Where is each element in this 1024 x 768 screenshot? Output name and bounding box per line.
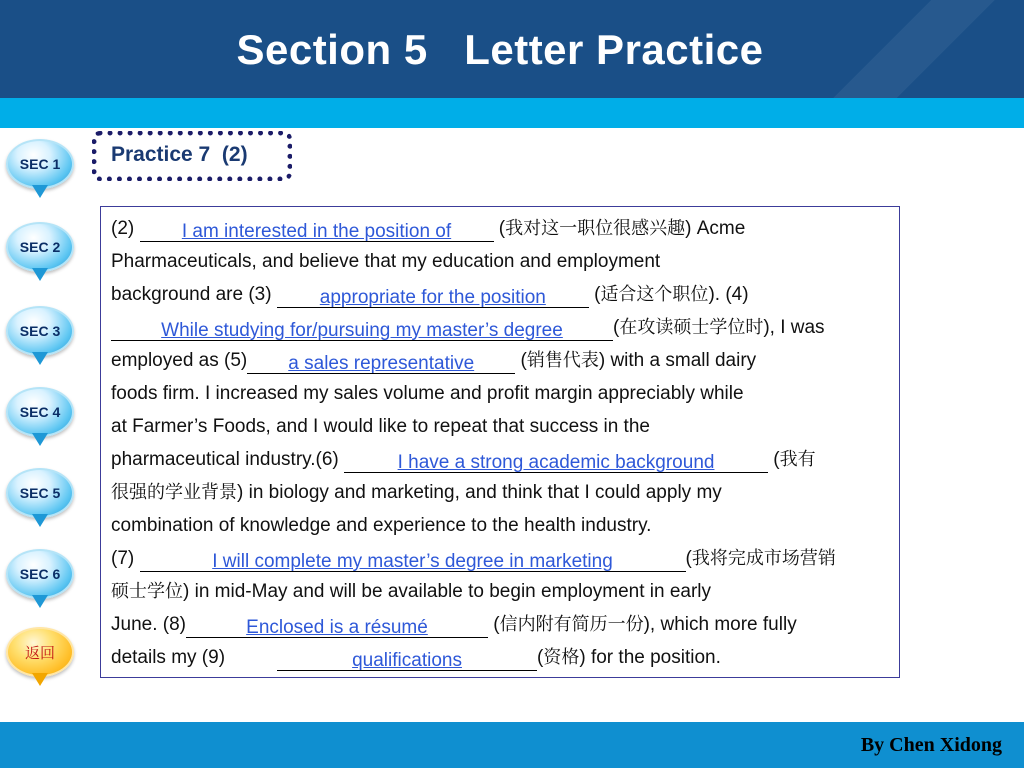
slide-title: Section 5 Letter Practice bbox=[236, 26, 764, 73]
text-fragment: ) Acme bbox=[685, 218, 746, 239]
nav-sec3-label: SEC 3 bbox=[19, 323, 61, 339]
letter-line-12 bbox=[111, 577, 711, 607]
blank-6 bbox=[344, 448, 768, 473]
chinese-hint-6a: 我有 bbox=[779, 449, 816, 470]
letter-line-9 bbox=[111, 478, 722, 508]
nav-sec1-label: SEC 1 bbox=[19, 156, 61, 172]
text-fragment: ( bbox=[685, 548, 692, 569]
nav-sec2-label: SEC 2 bbox=[19, 239, 61, 255]
text-fragment: ), I was bbox=[763, 317, 825, 338]
letter-line-7: at Farmer’s Foods, and I would like to repeat that success in the bbox=[111, 416, 650, 437]
nav-sec6-label: SEC 6 bbox=[19, 566, 61, 582]
text-fragment: ( bbox=[515, 350, 527, 371]
letter-line-13 bbox=[111, 610, 797, 640]
text-fragment: ). (4) bbox=[708, 284, 749, 305]
text-fragment: ( bbox=[768, 449, 780, 470]
letter-line-3 bbox=[111, 280, 749, 310]
text-fragment: ) with a small dairy bbox=[598, 350, 757, 371]
author-byline: By Chen Xidong bbox=[860, 734, 1002, 756]
nav-sec1-button[interactable] bbox=[6, 139, 74, 189]
chinese-hint-6b: 很强的学业背景 bbox=[111, 482, 237, 503]
text-fragment: ) for the position. bbox=[579, 647, 721, 668]
text-fragment: employed as (5) bbox=[111, 350, 248, 371]
text-fragment: (7) bbox=[111, 548, 140, 569]
nav-sec5-button[interactable] bbox=[6, 468, 74, 518]
answer-5: a sales representative bbox=[288, 353, 475, 374]
answer-6: I have a strong academic background bbox=[397, 452, 715, 473]
chinese-hint-7a: 我将完成市场营销 bbox=[691, 548, 836, 569]
blank-4 bbox=[111, 316, 613, 341]
text-fragment: ( bbox=[537, 647, 544, 668]
blank-3 bbox=[277, 283, 589, 308]
letter-line-1 bbox=[111, 214, 745, 244]
text-fragment: ) in biology and marketing, and think that I could apply my bbox=[237, 482, 722, 503]
text-fragment: ( bbox=[613, 317, 620, 338]
answer-8: Enclosed is a résumé bbox=[246, 617, 428, 638]
chinese-hint-2: 我对这一职位很感兴趣 bbox=[505, 218, 686, 239]
nav-sec4-label: SEC 4 bbox=[19, 404, 61, 420]
text-fragment: ( bbox=[487, 614, 500, 635]
letter-line-8 bbox=[111, 445, 816, 475]
chinese-hint-9: 资格 bbox=[543, 647, 580, 668]
letter-line-6: foods firm. I increased my sales volume and profit margin appreciably while bbox=[111, 383, 744, 404]
nav-sec4-button[interactable] bbox=[6, 387, 74, 437]
text-fragment: ), which more fully bbox=[643, 614, 797, 635]
text-fragment: details my (9) bbox=[111, 647, 226, 668]
header-accent-bar bbox=[0, 98, 1024, 128]
blank-8 bbox=[186, 613, 488, 638]
answer-3: appropriate for the position bbox=[319, 287, 546, 308]
text-fragment: ) in mid-May and will be available to begin employment in early bbox=[183, 581, 712, 602]
nav-back-button[interactable] bbox=[6, 627, 74, 677]
nav-back-label: 返回 bbox=[24, 644, 55, 662]
practice-title: Practice 7 (2) bbox=[111, 143, 248, 166]
answer-7: I will complete my master’s degree in marketing bbox=[212, 551, 613, 572]
text-fragment: ( bbox=[588, 284, 601, 305]
answer-4: While studying for/pursuing my master’s degree bbox=[161, 320, 563, 341]
letter-line-2: Pharmaceuticals, and believe that my education and employment bbox=[111, 251, 661, 272]
letter-line-10: combination of knowledge and experience to the health industry. bbox=[111, 515, 652, 536]
text-fragment: June. (8) bbox=[111, 614, 186, 635]
blank-5 bbox=[247, 349, 515, 374]
blank-2 bbox=[140, 217, 494, 242]
letter-line-14 bbox=[111, 643, 721, 673]
blank-2-number: (2) bbox=[111, 218, 140, 239]
answer-2: I am interested in the position of bbox=[181, 221, 452, 242]
nav-sec6-button[interactable] bbox=[6, 549, 74, 599]
nav-sec5-label: SEC 5 bbox=[19, 485, 61, 501]
text-fragment: pharmaceutical industry.(6) bbox=[111, 449, 345, 470]
chinese-hint-4: 在攻读硕士学位时 bbox=[619, 317, 764, 338]
chinese-hint-5: 销售代表 bbox=[526, 350, 599, 371]
text-fragment: background are (3) bbox=[111, 284, 277, 305]
blank-7 bbox=[140, 547, 686, 572]
letter-line-11 bbox=[111, 544, 836, 574]
nav-sec3-button[interactable] bbox=[6, 306, 74, 356]
nav-sec2-button[interactable] bbox=[6, 222, 74, 272]
chinese-hint-3: 适合这个职位 bbox=[600, 284, 709, 305]
text-fragment: ( bbox=[493, 218, 506, 239]
header-banner bbox=[0, 0, 1024, 98]
letter-line-5 bbox=[111, 346, 756, 376]
answer-9: qualifications bbox=[352, 650, 462, 671]
chinese-hint-7b: 硕士学位 bbox=[111, 581, 183, 602]
chinese-hint-8: 信内附有简历一份 bbox=[499, 614, 644, 635]
letter-line-4 bbox=[111, 313, 825, 343]
blank-9 bbox=[277, 646, 537, 671]
